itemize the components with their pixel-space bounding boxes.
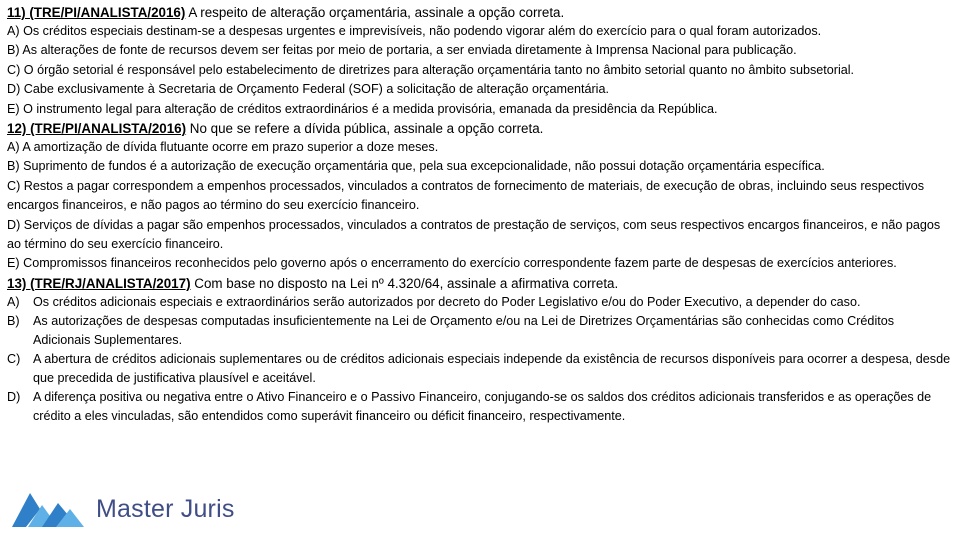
master-juris-logo — [6, 487, 235, 531]
question-code: 13) (TRE/RJ/ANALISTA/2017) — [7, 275, 191, 291]
question-11 — [7, 3, 953, 119]
option-d: D) Cabe exclusivamente à Secretaria de Orçamento Federal (SOF) a solicitação de alteração orçamentária. — [7, 82, 609, 97]
question-prompt: A respeito de alteração orçamentária, assinale a opção correta. — [185, 5, 565, 20]
option-c — [7, 350, 953, 388]
logo-text: Master Juris — [96, 494, 235, 523]
master-juris-logo-icon — [6, 487, 86, 531]
option-text: Os créditos adicionais especiais e extraordinários serão autorizados por decreto do Poder Legislativo e/ou do Poder Executivo, a depender do caso. — [33, 294, 861, 309]
question-12 — [7, 119, 953, 274]
option-a — [7, 293, 953, 312]
option-letter: D) — [7, 389, 21, 404]
question-prompt: No que se refere a dívida pública, assinale a opção correta. — [186, 121, 544, 137]
option-letter: B) — [7, 313, 20, 328]
option-d: D) Serviços de dívidas a pagar são empenhos processados, vinculados a contratos de prestação de serviços, com seus respectivos encargos financeiros, e não pagos ao término do seu exercício financeiro. — [7, 217, 941, 252]
question-code: 12) (TRE/PI/ANALISTA/2016) — [7, 121, 187, 137]
option-d — [7, 388, 953, 426]
question-code: 11) (TRE/PI/ANALISTA/2016) — [7, 5, 186, 20]
option-b — [7, 312, 953, 350]
option-b: B) Suprimento de fundos é a autorização de execução orçamentária que, pela sua excepcionalidade, não possui dotação orçamentária específica. — [7, 159, 825, 174]
question-header — [7, 3, 953, 22]
option-c: C) Restos a pagar correspondem a empenhos processados, vinculados a contratos de fornecimento de materiais, de execução de obras, incluindo seus respectivos encargos financeiros, e não pagos ao término do seu exercício financeiro. — [7, 178, 925, 213]
option-letter: A) — [7, 294, 20, 309]
option-text: A abertura de créditos adicionais suplementares ou de créditos adicionais especiais independe da existência de recursos disponíveis para ocorrer a despesa, desde que precedida de justificativa plausível e aceitável. — [33, 351, 951, 385]
option-e: E) Compromissos financeiros reconhecidos pelo governo após o encerramento do exercício correspondente fazem parte de despesas de exercícios anteriores. — [7, 256, 897, 271]
document-content — [7, 3, 953, 426]
question-13 — [7, 274, 953, 426]
question-prompt: Com base no disposto na Lei nº 4.320/64, assinale a afirmativa correta. — [190, 275, 619, 291]
option-e: E) O instrumento legal para alteração de créditos extraordinários é a medida provisória, emanada da presidência da República. — [7, 101, 718, 116]
question-header — [7, 274, 953, 293]
option-text: As autorizações de despesas computadas insuficientemente na Lei de Orçamento e/ou na Lei de Diretrizes Orçamentárias são conhecidas como Créditos Adicionais Suplementares. — [33, 313, 895, 347]
option-a: A) Os créditos especiais destinam-se a despesas urgentes e imprevisíveis, não podendo vigorar além do exercício para o qual foram autorizados. — [7, 24, 822, 38]
option-letter: C) — [7, 351, 21, 366]
option-b: B) As alterações de fonte de recursos devem ser feitas por meio de portaria, a ser enviada diretamente à Imprensa Nacional para publicação. — [7, 43, 797, 58]
question-header — [7, 119, 953, 138]
option-text: A diferença positiva ou negativa entre o Ativo Financeiro e o Passivo Financeiro, conjugando-se os saldos dos créditos adicionais transferidos e as operações de crédito a eles vinculadas, são entendidos como superávit financeiro ou déficit financeiro, respectivamente. — [33, 389, 932, 423]
option-a: A) A amortização de dívida flutuante ocorre em prazo superior a doze meses. — [7, 140, 439, 155]
option-c: C) O órgão setorial é responsável pelo estabelecimento de diretrizes para alteração orçamentária tanto no âmbito setorial quanto no âmbito subsetorial. — [7, 62, 855, 77]
